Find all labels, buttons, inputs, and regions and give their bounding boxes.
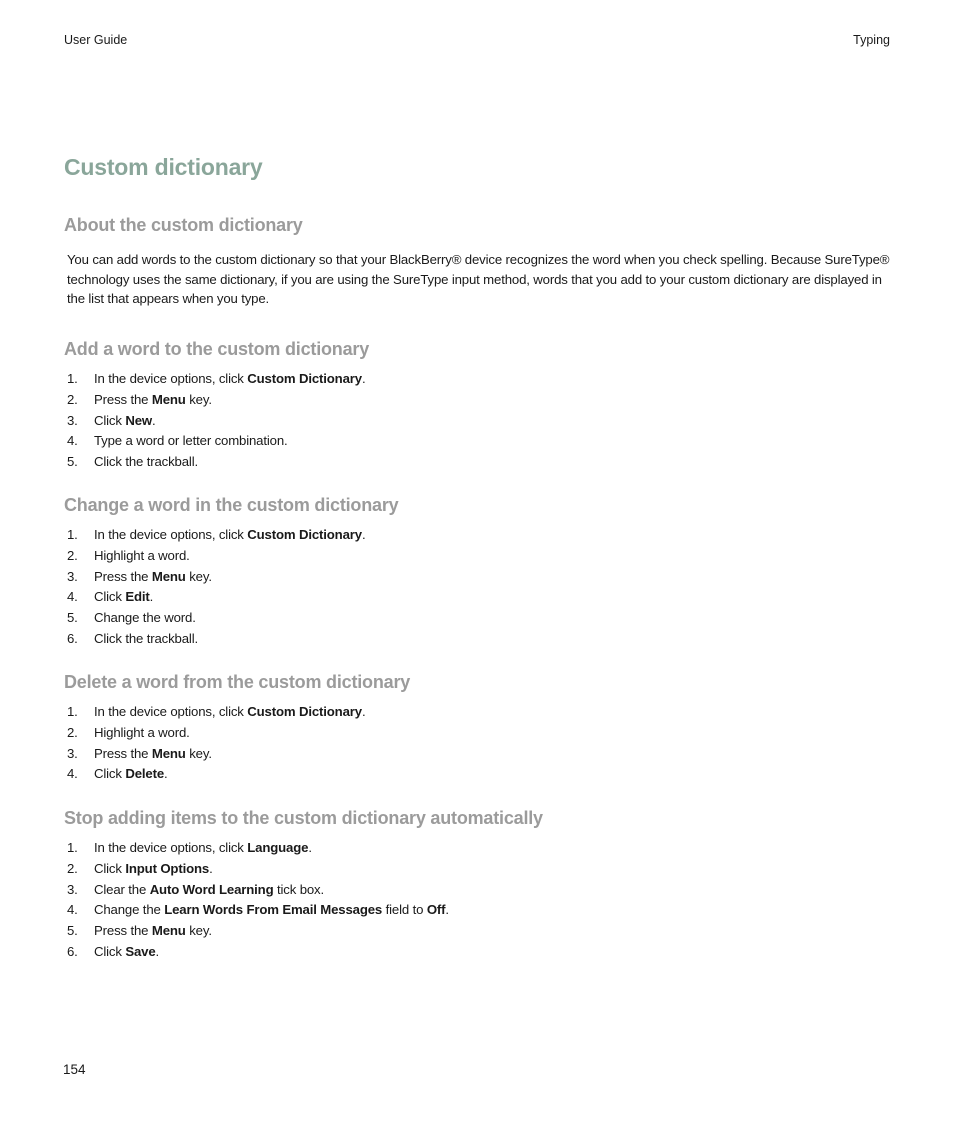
step-number: 6. bbox=[67, 943, 78, 959]
step-number: 4. bbox=[67, 589, 78, 605]
step-number: 3. bbox=[67, 412, 78, 428]
step-text-run: Type a word or letter combination. bbox=[94, 433, 288, 449]
step-text-run: Change the word. bbox=[94, 610, 196, 625]
step-text bbox=[94, 942, 159, 963]
step-text bbox=[94, 859, 213, 880]
step-text bbox=[94, 587, 153, 608]
step-text-run: Click the trackball. bbox=[94, 630, 199, 646]
step-text-run: In the device options, click bbox=[94, 840, 248, 855]
step-number: 1. bbox=[67, 704, 78, 719]
step-text-run: key. bbox=[185, 745, 212, 761]
step-text-run: In the device options, click bbox=[94, 527, 248, 542]
step-text-run: Change the bbox=[94, 902, 165, 918]
step-text-run: Click the trackball. bbox=[94, 454, 199, 469]
ui-term: Edit bbox=[125, 589, 150, 605]
ui-term: Auto Word Learning bbox=[149, 881, 274, 897]
section-heading-delete-word: Delete a word from the custom dictionary bbox=[64, 672, 411, 692]
ui-term: Save bbox=[125, 943, 156, 959]
about-paragraph: You can add words to the custom dictionary so that your BlackBerry® device recognizes the word when you check spelling. Because SureType® technology uses the same dictionary, if you are using the SureType input method, words that you add to your custom dictionary are displayed in the list that appears when you type. bbox=[67, 252, 890, 306]
step-text bbox=[94, 546, 190, 567]
step-text-run: Click bbox=[94, 766, 126, 782]
section-heading-stop-adding: Stop adding items to the custom dictionary automatically bbox=[64, 808, 543, 828]
page-number: 154 bbox=[63, 1062, 86, 1077]
step-text-run: Press the bbox=[94, 568, 152, 584]
step-text-run: . bbox=[308, 840, 312, 855]
step-text-run: Press the bbox=[94, 391, 152, 407]
step-number: 5. bbox=[67, 923, 78, 938]
page-title: Custom dictionary bbox=[64, 154, 263, 180]
step-text-run: key. bbox=[185, 923, 212, 938]
step-number: 3. bbox=[67, 881, 78, 897]
step-text-run: tick box. bbox=[273, 881, 325, 897]
step-text-run: Click bbox=[94, 589, 126, 605]
step-number: 2. bbox=[67, 724, 78, 740]
ui-term: Off bbox=[426, 902, 446, 918]
step-text bbox=[94, 608, 196, 629]
ui-term: Custom Dictionary bbox=[247, 704, 362, 719]
ui-term: Custom Dictionary bbox=[247, 527, 362, 542]
step-number: 2. bbox=[67, 391, 78, 407]
step-text-run: . bbox=[361, 371, 366, 386]
step-text bbox=[94, 838, 312, 859]
step-text-run: key. bbox=[185, 391, 212, 407]
step-text bbox=[94, 431, 288, 452]
step-number: 2. bbox=[67, 860, 78, 876]
step-number: 4. bbox=[67, 766, 78, 782]
step-number: 4. bbox=[67, 433, 78, 449]
step-text bbox=[94, 921, 212, 942]
step-text bbox=[94, 880, 324, 901]
step-text bbox=[94, 629, 198, 650]
ui-term: Input Options bbox=[125, 860, 210, 876]
step-number: 4. bbox=[67, 902, 78, 918]
ui-term: New bbox=[125, 412, 153, 428]
step-number: 3. bbox=[67, 745, 78, 761]
step-number: 1. bbox=[67, 840, 78, 855]
step-number: 1. bbox=[67, 527, 78, 542]
step-text bbox=[94, 723, 190, 744]
ui-term: Custom Dictionary bbox=[247, 371, 362, 386]
step-text-run: . bbox=[209, 860, 213, 876]
step-text-run: Click bbox=[94, 412, 126, 428]
step-text-run: Click bbox=[94, 860, 126, 876]
ui-term: Menu bbox=[151, 923, 186, 938]
section-heading-add-word: Add a word to the custom dictionary bbox=[64, 339, 370, 359]
step-text-run: . bbox=[152, 412, 156, 428]
step-number: 3. bbox=[67, 568, 78, 584]
section-heading-about: About the custom dictionary bbox=[64, 215, 303, 235]
step-text-run: . bbox=[361, 527, 366, 542]
running-header-right: Typing bbox=[853, 33, 890, 47]
step-text-run: Highlight a word. bbox=[94, 547, 190, 563]
ui-term: Language bbox=[247, 840, 309, 855]
step-number: 1. bbox=[67, 371, 78, 386]
step-text-run: Highlight a word. bbox=[94, 724, 190, 740]
ui-term: Learn Words From Email Messages bbox=[164, 902, 383, 918]
step-text bbox=[94, 452, 198, 473]
step-text-run: . bbox=[361, 704, 366, 719]
step-text-run: field to bbox=[382, 902, 427, 918]
step-number: 5. bbox=[67, 610, 78, 625]
step-text bbox=[94, 390, 212, 411]
step-text-run: . bbox=[164, 766, 168, 782]
step-text-run: Click bbox=[94, 943, 126, 959]
ui-term: Menu bbox=[151, 568, 186, 584]
step-text bbox=[94, 702, 365, 723]
step-text bbox=[94, 411, 156, 432]
step-text-run: In the device options, click bbox=[94, 704, 248, 719]
step-text bbox=[94, 567, 212, 588]
step-text bbox=[94, 744, 212, 765]
ui-term: Delete bbox=[125, 766, 165, 782]
step-text-run: In the device options, click bbox=[94, 371, 248, 386]
step-text bbox=[94, 900, 449, 921]
step-number: 6. bbox=[67, 630, 78, 646]
step-text-run: key. bbox=[185, 568, 212, 584]
step-text bbox=[94, 525, 365, 546]
step-text bbox=[94, 369, 365, 390]
step-number: 5. bbox=[67, 454, 78, 469]
ui-term: Menu bbox=[151, 391, 186, 407]
step-text-run: Press the bbox=[94, 745, 152, 761]
step-text-run: Clear the bbox=[94, 881, 150, 897]
step-text bbox=[94, 764, 168, 785]
running-header-left: User Guide bbox=[64, 33, 128, 47]
step-text-run: . bbox=[149, 589, 154, 605]
section-heading-change-word: Change a word in the custom dictionary bbox=[64, 495, 399, 515]
ui-term: Menu bbox=[151, 745, 186, 761]
step-text-run: . bbox=[445, 902, 449, 918]
step-number: 2. bbox=[67, 547, 78, 563]
step-text-run: . bbox=[155, 943, 160, 959]
step-text-run: Press the bbox=[94, 923, 152, 938]
